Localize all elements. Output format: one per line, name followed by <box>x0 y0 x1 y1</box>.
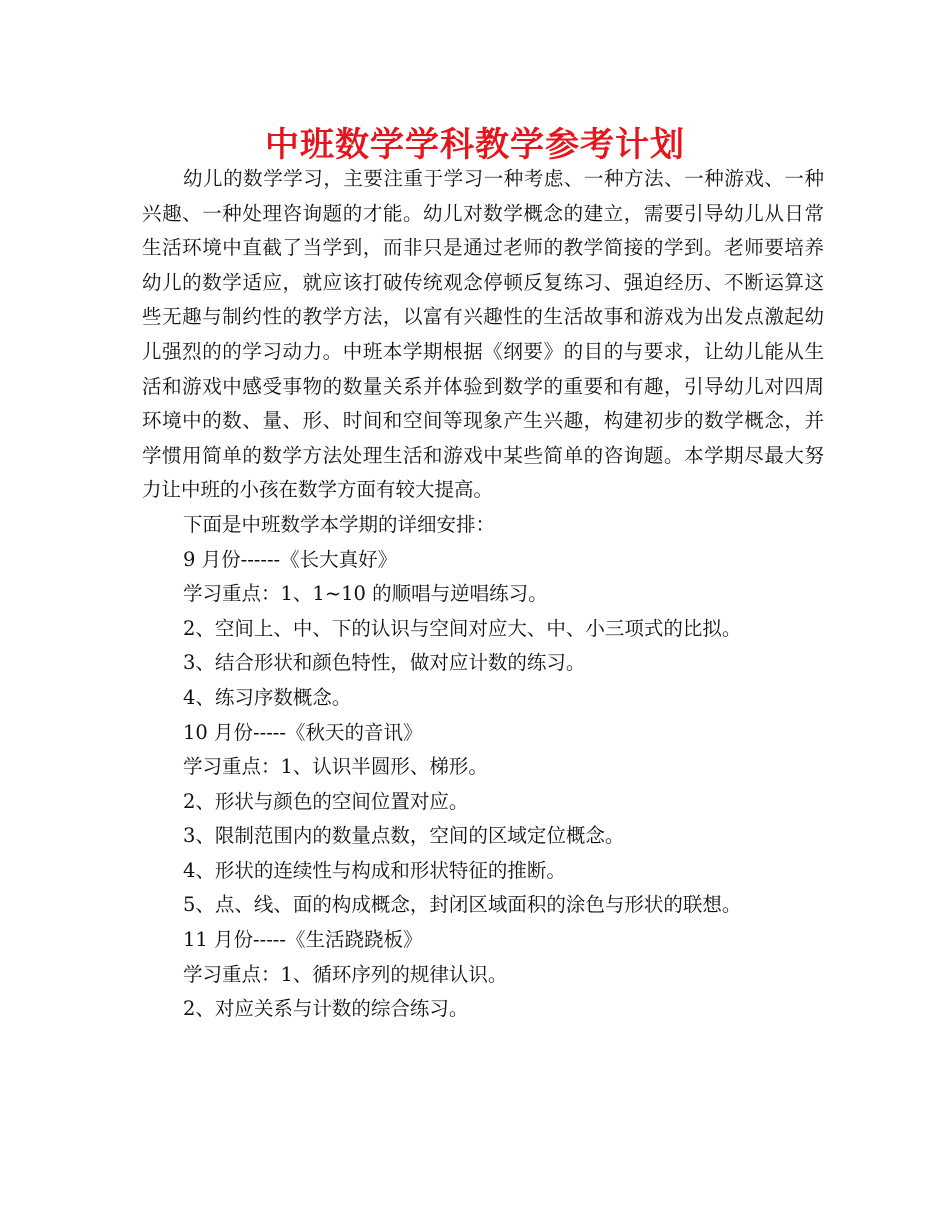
schedule-line: 2、形状与颜色的空间位置对应。 <box>183 789 469 813</box>
schedule-line: 3、限制范围内的数量点数，空间的区域定位概念。 <box>183 824 625 848</box>
schedule-line: 5、点、线、面的构成概念，封闭区域面积的涂色与形状的联想。 <box>183 893 742 917</box>
month-heading-september: 9 月份------《长大真好》 <box>183 547 398 571</box>
document-body <box>142 162 824 1027</box>
schedule-line: 学习重点：1、1~10 的顺唱与逆唱练习。 <box>183 582 548 606</box>
month-heading-november: 11 月份-----《生活跷跷板》 <box>183 928 423 952</box>
schedule-intro-line: 下面是中班数学本学期的详细安排： <box>183 512 496 536</box>
schedule-line: 3、结合形状和颜色特性，做对应计数的练习。 <box>183 651 586 675</box>
document-title: 中班数学学科教学参考计划 <box>265 125 685 165</box>
intro-paragraph: 幼儿的数学学习，主要注重于学习一种考虑、一种方法、一种游戏、一种兴趣、一种处理咨询题的才能。幼儿对数学概念的建立，需要引导幼儿从日常生活环境中直截了当学到，而非只是通过老师的教学简接的学到。老师要培养幼儿的数学适应，就应该打破传统观念停顿反复练习、强迫经历、不断运算这些无趣与制约性的教学方法，以富有兴趣性的生活故事和游戏为出发点激起幼儿强烈的的学习动力。中班本学期根据《纲要》的目的与要求，让幼儿能从生活和游戏中感受事物的数量关系并体验到数学的重要和有趣，引导幼儿对四周环境中的数、量、形、时间和空间等现象产生兴趣，构建初步的数学概念，并学惯用简单的数学方法处理生活和游戏中某些简单的咨询题。本学期尽最大努力让中班的小孩在数学方面有较大提高。 <box>142 167 824 502</box>
month-heading-october: 10 月份-----《秋天的音讯》 <box>183 720 423 744</box>
schedule-line: 2、空间上、中、下的认识与空间对应大、中、小三项式的比拟。 <box>183 616 742 640</box>
schedule-line: 学习重点：1、循环序列的规律认识。 <box>183 962 508 986</box>
schedule-line: 学习重点：1、认识半圆形、梯形。 <box>183 755 488 779</box>
schedule-line: 4、练习序数概念。 <box>183 685 352 709</box>
schedule-line: 4、形状的连续性与构成和形状特征的推断。 <box>183 858 566 882</box>
schedule-line: 2、对应关系与计数的综合练习。 <box>183 997 469 1021</box>
